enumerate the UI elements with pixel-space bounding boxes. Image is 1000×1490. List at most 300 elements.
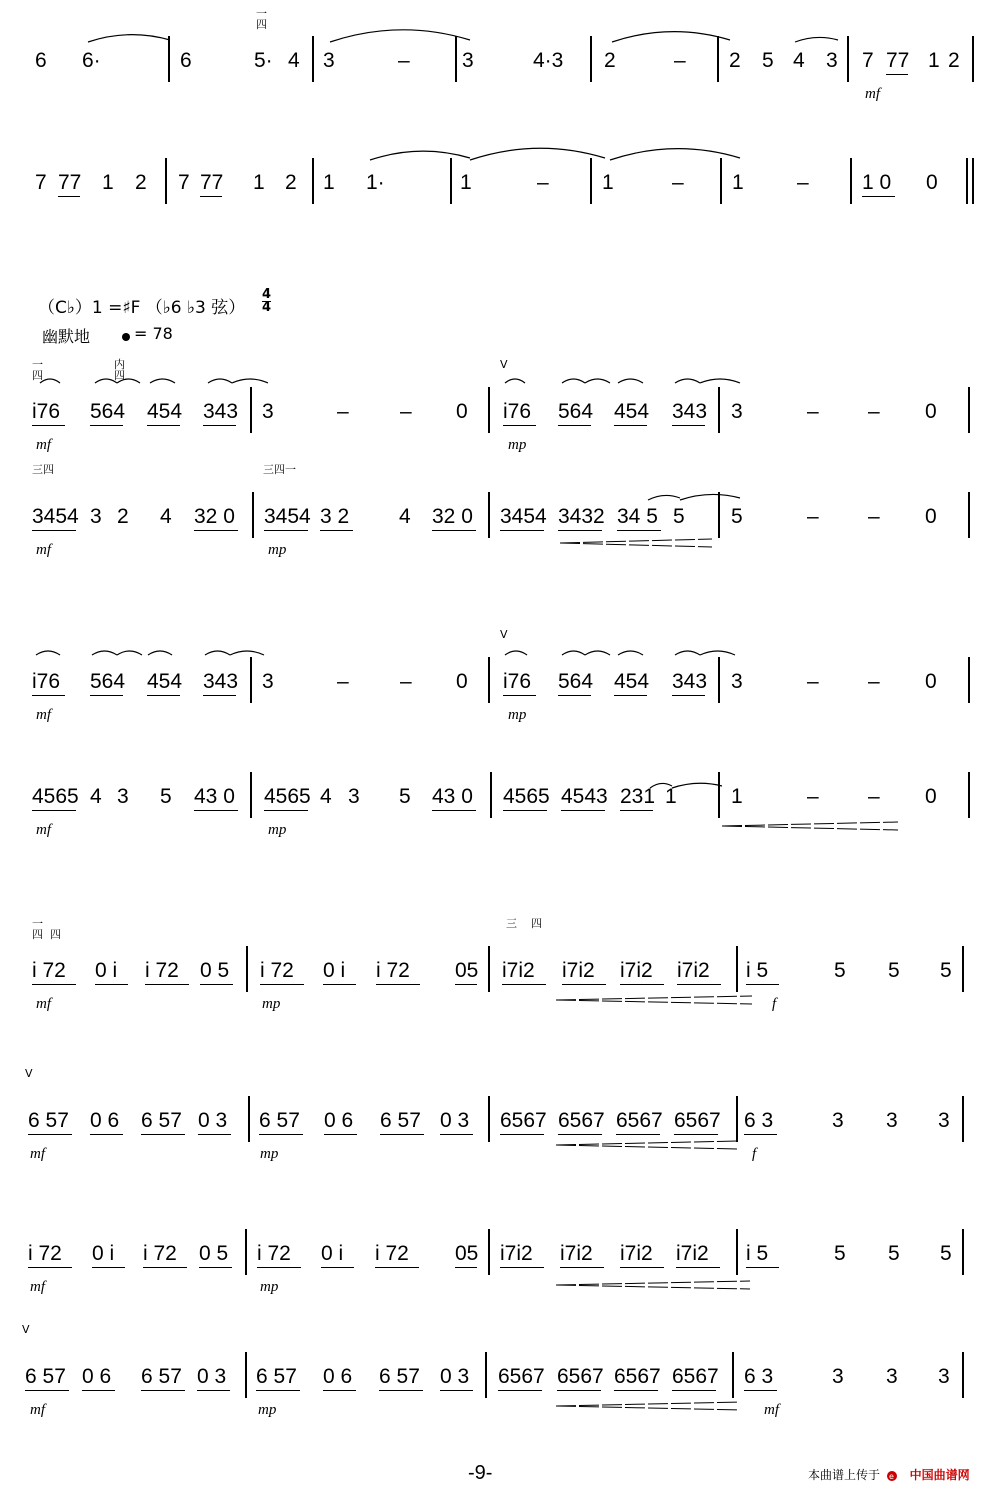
note-group: 3 — [832, 1365, 844, 1388]
note-group: 0 — [925, 400, 937, 423]
note-group: 4·3 — [533, 49, 564, 72]
note-group: 4 — [288, 49, 300, 72]
note-group: 4 — [793, 49, 805, 72]
dynamic-marking: mp — [508, 707, 527, 723]
beam-line — [562, 984, 606, 985]
crescendo-hairpin — [722, 826, 898, 830]
note-group: 6567 — [500, 1109, 547, 1132]
note-group: 3 — [731, 400, 743, 423]
beam-line — [32, 425, 65, 426]
crescendo-hairpin — [556, 1281, 750, 1285]
crescendo-hairpin — [722, 822, 898, 826]
note-group: 5 — [731, 505, 743, 528]
note-group: – — [337, 670, 349, 693]
note-group: 3454 — [264, 505, 311, 528]
beam-line — [82, 1390, 115, 1391]
crescendo-hairpin — [556, 1406, 740, 1410]
beam-line — [264, 530, 308, 531]
bar-line — [168, 36, 170, 82]
fingering-marking: 内 四 — [114, 358, 125, 382]
beam-line — [203, 695, 236, 696]
note-group: 6 57 — [379, 1365, 420, 1388]
note-group: 0 5 — [200, 959, 230, 982]
beam-line — [498, 1390, 542, 1391]
fingering-marking: 三四 — [32, 463, 54, 476]
bar-line — [488, 1096, 490, 1142]
note-group: 3454 — [500, 505, 547, 528]
beam-line — [92, 1267, 125, 1268]
note-group: 454 — [614, 670, 650, 693]
beam-line — [32, 810, 76, 811]
note-group: i7i2 — [677, 959, 710, 982]
beam-line — [379, 1390, 423, 1391]
beam-line — [380, 1134, 424, 1135]
note-group: – — [868, 400, 880, 423]
note-group: 3 — [462, 49, 474, 72]
slur-arc — [232, 379, 268, 383]
note-group: 0 6 — [82, 1365, 112, 1388]
beam-line — [323, 1390, 356, 1391]
slur-arc — [205, 651, 230, 655]
beam-line — [620, 1267, 664, 1268]
note-group: 343 — [672, 400, 708, 423]
dynamic-marking: mf — [36, 822, 51, 838]
note-group: 0 i — [323, 959, 346, 982]
note-group: 0 — [925, 505, 937, 528]
beam-line — [256, 1390, 300, 1391]
note-group: – — [807, 670, 819, 693]
bar-line — [245, 1229, 247, 1275]
beam-line — [616, 1134, 660, 1135]
note-group: i 72 — [28, 1242, 62, 1265]
slur-arc — [230, 651, 264, 655]
note-group: 6567 — [558, 1109, 605, 1132]
bar-line — [718, 387, 720, 433]
beam-line — [620, 984, 664, 985]
beam-line — [558, 1134, 602, 1135]
slur-arc — [330, 30, 470, 42]
expression-marking: 幽默地 — [42, 327, 91, 346]
bar-line — [962, 1096, 964, 1142]
slur-arc — [618, 379, 643, 383]
dynamic-marking: mf — [30, 1146, 45, 1162]
crescendo-hairpin — [556, 1402, 740, 1406]
note-group: 5 — [888, 959, 900, 982]
note-group: 5 — [940, 1242, 952, 1265]
note-group: 0 i — [321, 1242, 344, 1265]
note-group: i76 — [32, 400, 61, 423]
note-group: 343 — [203, 400, 239, 423]
beam-line — [440, 1134, 473, 1135]
note-group: 454 — [147, 670, 183, 693]
beam-line — [141, 1134, 185, 1135]
beam-line — [614, 425, 647, 426]
crescendo-hairpin — [556, 1285, 750, 1289]
note-group: 0 3 — [198, 1109, 228, 1132]
slur-arc — [648, 495, 680, 500]
slur-arc — [675, 379, 700, 383]
dynamic-marking: f — [752, 1146, 757, 1162]
note-group: 4565 — [32, 785, 79, 808]
beam-line — [320, 530, 353, 531]
note-group: 1· — [366, 171, 385, 194]
bar-line — [246, 946, 248, 992]
beam-line — [677, 984, 721, 985]
bar-line — [968, 492, 970, 538]
note-group: i 72 — [260, 959, 294, 982]
beam-line — [746, 1267, 779, 1268]
bar-line — [966, 158, 968, 204]
bar-line — [250, 387, 252, 433]
bar-line — [312, 36, 314, 82]
fingering-marking: V — [500, 358, 508, 371]
note-group: 3 2 — [320, 505, 350, 528]
note-group: 6 — [35, 49, 47, 72]
note-group: – — [868, 505, 880, 528]
note-group: – — [674, 49, 686, 72]
note-group: 1 — [460, 171, 472, 194]
note-group: 3 — [731, 670, 743, 693]
note-group: i7i2 — [676, 1242, 709, 1265]
note-group: 0 — [456, 400, 468, 423]
slur-arc — [700, 379, 740, 383]
fingering-marking: 一 四 — [32, 358, 43, 382]
note-group: i 72 — [145, 959, 179, 982]
note-group: 0 — [926, 171, 938, 194]
note-group: i7i2 — [502, 959, 535, 982]
slur-arc — [700, 651, 735, 655]
slur-arc — [148, 651, 172, 655]
beam-line — [557, 1390, 601, 1391]
note-group: 2 — [285, 171, 297, 194]
note-group: i7i2 — [560, 1242, 593, 1265]
fingering-marking: 三四一 — [263, 463, 296, 476]
beam-line — [90, 425, 123, 426]
note-group: i 72 — [257, 1242, 291, 1265]
note-group: i 72 — [143, 1242, 177, 1265]
beam-line — [200, 196, 222, 197]
note-group: 1 — [731, 785, 743, 808]
note-group: – — [868, 785, 880, 808]
note-group: 5 — [940, 959, 952, 982]
bar-line — [718, 492, 720, 538]
note-group: 6567 — [557, 1365, 604, 1388]
beam-line — [147, 695, 180, 696]
note-group: 6567 — [616, 1109, 663, 1132]
note-group: 3 — [832, 1109, 844, 1132]
beam-line — [502, 984, 546, 985]
beam-line — [25, 1390, 69, 1391]
note-group: 6 57 — [25, 1365, 66, 1388]
bar-line — [450, 158, 452, 204]
bar-line — [718, 772, 720, 818]
note-group: 0 6 — [324, 1109, 354, 1132]
beam-line — [143, 1267, 187, 1268]
beam-line — [672, 1390, 716, 1391]
beam-line — [440, 1390, 473, 1391]
note-group: 6567 — [672, 1365, 719, 1388]
beam-line — [58, 196, 80, 197]
slur-arc — [562, 651, 585, 655]
slur-arc — [795, 37, 838, 42]
beam-line — [321, 1267, 354, 1268]
note-group: 3 — [117, 785, 129, 808]
note-group: – — [400, 670, 412, 693]
beam-line — [28, 1267, 72, 1268]
note-group: 6567 — [614, 1365, 661, 1388]
bar-line — [962, 946, 964, 992]
bar-line — [736, 1096, 738, 1142]
note-group: – — [807, 785, 819, 808]
note-group: 43 0 — [432, 785, 473, 808]
beam-line — [432, 810, 476, 811]
fingering-marking: 三 四 — [506, 917, 542, 930]
note-group: 0 3 — [440, 1109, 470, 1132]
slur-arc — [370, 151, 470, 160]
note-group: 4543 — [561, 785, 608, 808]
svg-text:e: e — [888, 1471, 894, 1481]
note-group: i 5 — [746, 1242, 769, 1265]
bar-line — [248, 1096, 250, 1142]
note-group: 6 3 — [744, 1109, 774, 1132]
beam-line — [198, 1134, 231, 1135]
beam-line — [620, 810, 653, 811]
note-group: 0 5 — [199, 1242, 229, 1265]
slur-arc — [208, 379, 232, 383]
fingering-marking: 一 四 — [256, 7, 267, 31]
note-group: 1 0 — [862, 171, 892, 194]
slur-arc — [470, 148, 605, 160]
beam-line — [32, 984, 76, 985]
beam-line — [886, 74, 908, 75]
bar-line — [488, 1229, 490, 1275]
note-group: 7 — [35, 171, 47, 194]
beam-line — [558, 425, 591, 426]
beam-line — [264, 810, 308, 811]
note-group: 5 — [673, 505, 685, 528]
note-group: 3 — [886, 1365, 898, 1388]
slur-arc — [585, 651, 610, 655]
dynamic-marking: mf — [36, 437, 51, 453]
note-group: 3 — [886, 1109, 898, 1132]
bar-line — [968, 772, 970, 818]
beam-line — [503, 425, 536, 426]
note-group: 1 — [253, 171, 265, 194]
note-group: 4565 — [264, 785, 311, 808]
note-group: 6567 — [498, 1365, 545, 1388]
bar-line — [488, 946, 490, 992]
note-group: 3 — [262, 670, 274, 693]
note-group: 77 — [200, 171, 224, 194]
beam-line — [672, 695, 705, 696]
crescendo-hairpin — [560, 543, 712, 547]
beam-line — [199, 1267, 232, 1268]
note-group: 6 57 — [141, 1365, 182, 1388]
dynamic-marking: mf — [36, 996, 51, 1012]
slur-arc — [505, 651, 527, 655]
note-group: 564 — [90, 670, 126, 693]
slur-arc — [672, 783, 722, 788]
beam-line — [744, 1390, 777, 1391]
note-group: 3454 — [32, 505, 79, 528]
beam-line — [147, 425, 180, 426]
beam-line — [90, 695, 123, 696]
beam-line — [376, 984, 420, 985]
slur-arc — [680, 494, 740, 500]
crescendo-hairpin — [556, 1145, 738, 1149]
note-group: – — [398, 49, 410, 72]
bar-line — [250, 657, 252, 703]
note-group: – — [537, 171, 549, 194]
bar-line — [488, 657, 490, 703]
note-group: i 72 — [376, 959, 410, 982]
beam-line — [323, 984, 356, 985]
bar-line — [962, 1352, 964, 1398]
note-group: 3 — [938, 1365, 950, 1388]
bar-line — [488, 492, 490, 538]
note-group: 454 — [147, 400, 183, 423]
beam-line — [203, 425, 236, 426]
note-group: – — [337, 400, 349, 423]
note-group: 0 — [925, 670, 937, 693]
note-group: – — [672, 171, 684, 194]
bar-line — [736, 1229, 738, 1275]
dynamic-marking: f — [772, 996, 777, 1012]
note-group: – — [797, 171, 809, 194]
bar-line — [490, 772, 492, 818]
dynamic-marking: mp — [508, 437, 527, 453]
beam-line — [614, 695, 647, 696]
dynamic-marking: mp — [262, 996, 281, 1012]
crescendo-hairpin — [560, 539, 712, 543]
dynamic-marking: mf — [30, 1402, 45, 1418]
beam-line — [194, 530, 238, 531]
note-group: – — [400, 400, 412, 423]
note-group: – — [868, 670, 880, 693]
slur-arc — [505, 379, 525, 383]
fingering-marking: V — [25, 1067, 33, 1080]
note-group: 231 — [620, 785, 656, 808]
beam-line — [324, 1134, 357, 1135]
note-group: 1 — [665, 785, 677, 808]
beam-line — [558, 695, 591, 696]
note-group: 3 — [90, 505, 102, 528]
bar-line — [732, 1352, 734, 1398]
bar-line — [962, 1229, 964, 1275]
quarter-note-icon — [122, 333, 130, 341]
bar-line — [488, 387, 490, 433]
beam-line — [672, 425, 705, 426]
note-group: 5 — [888, 1242, 900, 1265]
beam-line — [500, 1267, 544, 1268]
dynamic-marking: mf — [36, 707, 51, 723]
crescendo-hairpin — [556, 996, 752, 1000]
beam-line — [674, 1134, 718, 1135]
slur-arc — [618, 651, 643, 655]
note-group: – — [807, 400, 819, 423]
note-group: 343 — [672, 670, 708, 693]
bar-line — [590, 36, 592, 82]
note-group: i7i2 — [500, 1242, 533, 1265]
beam-line — [375, 1267, 419, 1268]
note-group: 0 i — [92, 1242, 115, 1265]
note-group: i 5 — [746, 959, 769, 982]
note-group: 0 6 — [90, 1109, 120, 1132]
note-group: 6 57 — [28, 1109, 69, 1132]
beam-line — [141, 1390, 185, 1391]
note-group: 05 — [455, 959, 479, 982]
note-group: 5 — [762, 49, 774, 72]
beam-line — [197, 1390, 230, 1391]
bar-line — [250, 772, 252, 818]
beam-line — [500, 530, 544, 531]
beam-line — [194, 810, 238, 811]
note-group: i 72 — [375, 1242, 409, 1265]
bar-line — [165, 158, 167, 204]
crescendo-hairpin — [556, 1141, 738, 1145]
site-watermark: 本曲谱上传于 e 中国曲谱网 — [808, 1468, 970, 1482]
note-group: 77 — [886, 49, 910, 72]
note-group: 2 — [604, 49, 616, 72]
note-group: 6 — [180, 49, 192, 72]
dynamic-marking: mp — [268, 822, 287, 838]
beam-line — [558, 530, 602, 531]
note-group: 34 5 — [617, 505, 658, 528]
note-group: 0 i — [95, 959, 118, 982]
slur-arc — [585, 379, 610, 383]
note-group: 6 3 — [744, 1365, 774, 1388]
bar-line — [717, 36, 719, 82]
beam-line — [145, 984, 189, 985]
note-group: 0 3 — [197, 1365, 227, 1388]
note-group: 2 — [948, 49, 960, 72]
bar-line — [590, 158, 592, 204]
note-group: 7 — [862, 49, 874, 72]
dynamic-marking: mp — [260, 1146, 279, 1162]
note-group: 4 — [160, 505, 172, 528]
slur-arc — [150, 379, 175, 383]
site-logo-icon — [886, 1470, 904, 1482]
beam-line — [257, 1267, 301, 1268]
note-group: – — [807, 505, 819, 528]
beam-line — [862, 196, 895, 197]
note-group: 4565 — [503, 785, 550, 808]
key-signature: （C♭）1 =♯F （♭6 ♭3 弦） — [38, 298, 246, 318]
bar-line — [485, 1352, 487, 1398]
note-group: 05 — [455, 1242, 479, 1265]
note-group: 7 — [178, 171, 190, 194]
beam-line — [561, 810, 605, 811]
dynamic-marking: mp — [268, 542, 287, 558]
beam-line — [614, 1390, 658, 1391]
beam-line — [32, 695, 65, 696]
bar-line — [850, 158, 852, 204]
dynamic-marking: mf — [865, 86, 880, 102]
note-group: 0 6 — [323, 1365, 353, 1388]
beam-line — [260, 984, 304, 985]
note-group: 32 0 — [194, 505, 235, 528]
note-group: i 72 — [32, 959, 66, 982]
dynamic-marking: mp — [258, 1402, 277, 1418]
beam-line — [503, 810, 547, 811]
note-group: 6 57 — [259, 1109, 300, 1132]
note-group: 6 57 — [256, 1365, 297, 1388]
note-group: i76 — [32, 670, 61, 693]
note-group: i7i2 — [620, 1242, 653, 1265]
note-group: 564 — [558, 670, 594, 693]
slur-arc — [36, 651, 60, 655]
note-group: 1 — [323, 171, 335, 194]
